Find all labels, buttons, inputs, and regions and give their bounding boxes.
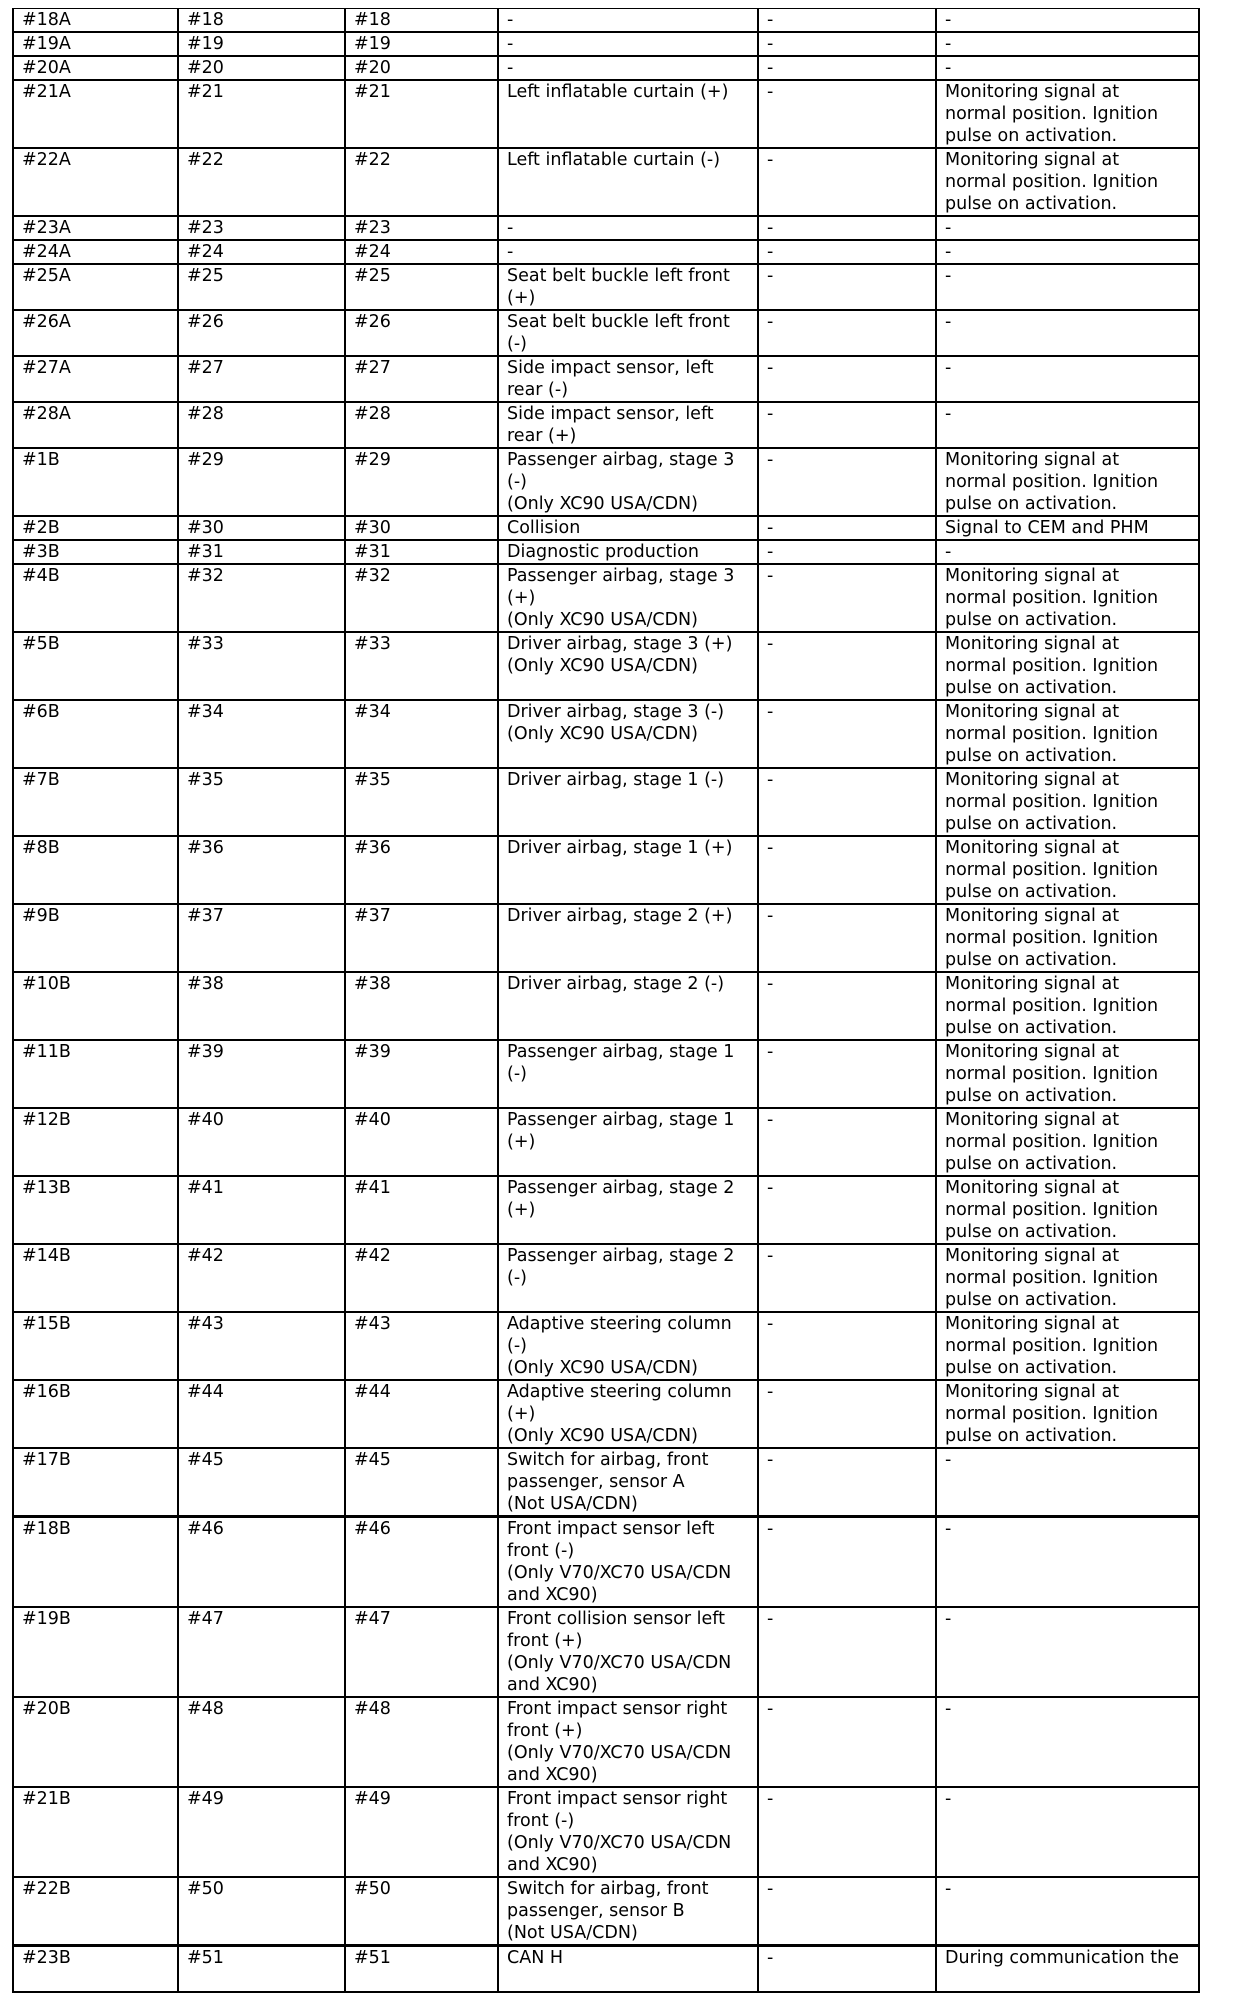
- pin-cell-c: #48: [345, 1697, 498, 1787]
- pin-cell-a: #4B: [13, 564, 178, 632]
- remark-cell: Signal to CEM and PHM: [936, 516, 1199, 540]
- pin-cell-c: #30: [345, 516, 498, 540]
- pin-cell-a: #18A: [13, 9, 178, 33]
- value-cell: -: [758, 310, 936, 356]
- function-cell: Passenger airbag, stage 3 (-) (Only XC90 USA/CDN): [498, 448, 758, 516]
- pin-cell-a: #23B: [13, 1946, 178, 1993]
- pin-cell-a: #10B: [13, 972, 178, 1040]
- pin-cell-c: #35: [345, 768, 498, 836]
- pin-cell-a: #23A: [13, 216, 178, 240]
- value-cell: -: [758, 1176, 936, 1244]
- pin-cell-b: #40: [178, 1108, 345, 1176]
- pin-cell-b: #46: [178, 1517, 345, 1608]
- pin-cell-c: #21: [345, 80, 498, 148]
- pin-cell-b: #43: [178, 1312, 345, 1380]
- function-cell: Diagnostic production: [498, 540, 758, 564]
- table-row: [13, 402, 1199, 448]
- function-cell: Collision: [498, 516, 758, 540]
- function-cell: Passenger airbag, stage 2 (-): [498, 1244, 758, 1312]
- pin-cell-a: #11B: [13, 1040, 178, 1108]
- pin-cell-a: #13B: [13, 1176, 178, 1244]
- pin-cell-a: #12B: [13, 1108, 178, 1176]
- pin-cell-a: #14B: [13, 1244, 178, 1312]
- value-cell: -: [758, 356, 936, 402]
- remark-cell: -: [936, 240, 1199, 264]
- pin-cell-a: #27A: [13, 356, 178, 402]
- remark-cell: -: [936, 32, 1199, 56]
- table-row: [13, 564, 1199, 632]
- value-cell: -: [758, 768, 936, 836]
- pin-cell-a: #28A: [13, 402, 178, 448]
- table-row: [13, 1787, 1199, 1877]
- value-cell: -: [758, 540, 936, 564]
- pin-cell-b: #38: [178, 972, 345, 1040]
- pin-cell-c: #40: [345, 1108, 498, 1176]
- pin-cell-b: #49: [178, 1787, 345, 1877]
- pin-cell-b: #35: [178, 768, 345, 836]
- function-cell: Passenger airbag, stage 3 (+) (Only XC90 USA/CDN): [498, 564, 758, 632]
- remark-cell: Monitoring signal at normal position. Ignition pulse on activation.: [936, 972, 1199, 1040]
- pin-cell-a: #22A: [13, 148, 178, 216]
- pin-cell-b: #50: [178, 1877, 345, 1946]
- value-cell: -: [758, 448, 936, 516]
- pin-cell-c: #33: [345, 632, 498, 700]
- remark-cell: -: [936, 356, 1199, 402]
- pin-cell-a: #18B: [13, 1517, 178, 1608]
- pin-cell-c: #38: [345, 972, 498, 1040]
- table-row: [13, 356, 1199, 402]
- pin-cell-c: #27: [345, 356, 498, 402]
- pin-cell-c: #25: [345, 264, 498, 310]
- pin-cell-b: #34: [178, 700, 345, 768]
- pin-cell-b: #51: [178, 1946, 345, 1993]
- function-cell: Passenger airbag, stage 1 (-): [498, 1040, 758, 1108]
- function-cell: -: [498, 56, 758, 80]
- remark-cell: -: [936, 402, 1199, 448]
- pin-cell-a: #19B: [13, 1607, 178, 1697]
- pin-cell-a: #21B: [13, 1787, 178, 1877]
- function-cell: Front collision sensor left front (+) (Only V70/XC70 USA/CDN and XC90): [498, 1607, 758, 1697]
- value-cell: -: [758, 516, 936, 540]
- table-row: [13, 148, 1199, 216]
- function-cell: Passenger airbag, stage 1 (+): [498, 1108, 758, 1176]
- pin-cell-a: #7B: [13, 768, 178, 836]
- pin-cell-b: #20: [178, 56, 345, 80]
- pin-cell-c: #24: [345, 240, 498, 264]
- value-cell: -: [758, 1697, 936, 1787]
- table-row: [13, 1448, 1199, 1517]
- table-row: [13, 1040, 1199, 1108]
- pin-cell-a: #9B: [13, 904, 178, 972]
- table-row: [13, 1108, 1199, 1176]
- pin-cell-c: #44: [345, 1380, 498, 1448]
- value-cell: -: [758, 32, 936, 56]
- pin-cell-b: #22: [178, 148, 345, 216]
- pin-cell-a: #19A: [13, 32, 178, 56]
- pin-cell-b: #32: [178, 564, 345, 632]
- function-cell: Seat belt buckle left front (+): [498, 264, 758, 310]
- pin-cell-c: #28: [345, 402, 498, 448]
- pin-cell-c: #22: [345, 148, 498, 216]
- remark-cell: Monitoring signal at normal position. Ignition pulse on activation.: [936, 700, 1199, 768]
- pin-cell-b: #37: [178, 904, 345, 972]
- function-cell: Side impact sensor, left rear (+): [498, 402, 758, 448]
- pin-cell-b: #27: [178, 356, 345, 402]
- value-cell: -: [758, 1946, 936, 1993]
- table-row: [13, 904, 1199, 972]
- pin-cell-a: #16B: [13, 1380, 178, 1448]
- table-row: [13, 632, 1199, 700]
- remark-cell: Monitoring signal at normal position. Ignition pulse on activation.: [936, 148, 1199, 216]
- table-row: [13, 240, 1199, 264]
- table-row: [13, 1607, 1199, 1697]
- pin-table: [12, 8, 1200, 1993]
- remark-cell: Monitoring signal at normal position. Ignition pulse on activation.: [936, 1244, 1199, 1312]
- pin-cell-a: #2B: [13, 516, 178, 540]
- function-cell: Seat belt buckle left front (-): [498, 310, 758, 356]
- pin-cell-b: #23: [178, 216, 345, 240]
- function-cell: -: [498, 9, 758, 33]
- pin-table-body: [13, 9, 1199, 1993]
- pin-cell-b: #31: [178, 540, 345, 564]
- value-cell: -: [758, 1380, 936, 1448]
- function-cell: Driver airbag, stage 2 (+): [498, 904, 758, 972]
- remark-cell: Monitoring signal at normal position. Ignition pulse on activation.: [936, 836, 1199, 904]
- function-cell: Driver airbag, stage 3 (-) (Only XC90 USA/CDN): [498, 700, 758, 768]
- pin-cell-a: #22B: [13, 1877, 178, 1946]
- pin-cell-b: #26: [178, 310, 345, 356]
- pin-cell-c: #37: [345, 904, 498, 972]
- table-row: [13, 32, 1199, 56]
- pin-cell-a: #6B: [13, 700, 178, 768]
- remark-cell: -: [936, 1607, 1199, 1697]
- pin-cell-b: #36: [178, 836, 345, 904]
- function-cell: CAN H: [498, 1946, 758, 1993]
- table-row: [13, 836, 1199, 904]
- table-row: [13, 310, 1199, 356]
- pin-cell-c: #34: [345, 700, 498, 768]
- pin-cell-b: #44: [178, 1380, 345, 1448]
- function-cell: Side impact sensor, left rear (-): [498, 356, 758, 402]
- function-cell: Passenger airbag, stage 2 (+): [498, 1176, 758, 1244]
- pin-cell-c: #50: [345, 1877, 498, 1946]
- value-cell: -: [758, 1517, 936, 1608]
- table-row: [13, 264, 1199, 310]
- table-row: [13, 700, 1199, 768]
- function-cell: -: [498, 32, 758, 56]
- value-cell: -: [758, 9, 936, 33]
- pin-cell-b: #19: [178, 32, 345, 56]
- remark-cell: Monitoring signal at normal position. Ignition pulse on activation.: [936, 1108, 1199, 1176]
- value-cell: -: [758, 700, 936, 768]
- remark-cell: Monitoring signal at normal position. Ignition pulse on activation.: [936, 768, 1199, 836]
- pin-cell-b: #42: [178, 1244, 345, 1312]
- table-row: [13, 9, 1199, 33]
- table-row: [13, 56, 1199, 80]
- value-cell: -: [758, 1787, 936, 1877]
- pin-cell-b: #24: [178, 240, 345, 264]
- remark-cell: -: [936, 310, 1199, 356]
- pin-cell-b: #45: [178, 1448, 345, 1517]
- function-cell: Adaptive steering column (+) (Only XC90 USA/CDN): [498, 1380, 758, 1448]
- remark-cell: -: [936, 264, 1199, 310]
- remark-cell: Monitoring signal at normal position. Ignition pulse on activation.: [936, 1040, 1199, 1108]
- function-cell: Driver airbag, stage 2 (-): [498, 972, 758, 1040]
- value-cell: -: [758, 56, 936, 80]
- pin-cell-b: #33: [178, 632, 345, 700]
- value-cell: -: [758, 1040, 936, 1108]
- pin-cell-c: #43: [345, 1312, 498, 1380]
- remark-cell: -: [936, 1697, 1199, 1787]
- pin-cell-a: #20B: [13, 1697, 178, 1787]
- value-cell: -: [758, 1312, 936, 1380]
- remark-cell: -: [936, 9, 1199, 33]
- table-row: [13, 768, 1199, 836]
- table-row: [13, 972, 1199, 1040]
- pin-cell-a: #20A: [13, 56, 178, 80]
- document-page: [12, 8, 1198, 1993]
- value-cell: -: [758, 402, 936, 448]
- pin-cell-a: #17B: [13, 1448, 178, 1517]
- function-cell: Switch for airbag, front passenger, sensor B (Not USA/CDN): [498, 1877, 758, 1946]
- remark-cell: -: [936, 56, 1199, 80]
- remark-cell: -: [936, 1787, 1199, 1877]
- pin-cell-a: #5B: [13, 632, 178, 700]
- pin-cell-a: #8B: [13, 836, 178, 904]
- pin-cell-a: #3B: [13, 540, 178, 564]
- remark-cell: -: [936, 1877, 1199, 1946]
- pin-cell-c: #32: [345, 564, 498, 632]
- value-cell: -: [758, 1108, 936, 1176]
- function-cell: -: [498, 240, 758, 264]
- pin-cell-b: #29: [178, 448, 345, 516]
- pin-cell-a: #26A: [13, 310, 178, 356]
- pin-cell-a: #25A: [13, 264, 178, 310]
- value-cell: -: [758, 836, 936, 904]
- pin-cell-c: #47: [345, 1607, 498, 1697]
- pin-cell-c: #23: [345, 216, 498, 240]
- pin-cell-c: #26: [345, 310, 498, 356]
- pin-cell-c: #19: [345, 32, 498, 56]
- remark-cell: Monitoring signal at normal position. Ignition pulse on activation.: [936, 564, 1199, 632]
- pin-cell-c: #36: [345, 836, 498, 904]
- remark-cell: During communication the: [936, 1946, 1199, 1993]
- pin-cell-c: #39: [345, 1040, 498, 1108]
- function-cell: Driver airbag, stage 1 (-): [498, 768, 758, 836]
- function-cell: Front impact sensor right front (-) (Only V70/XC70 USA/CDN and XC90): [498, 1787, 758, 1877]
- function-cell: Switch for airbag, front passenger, sensor A (Not USA/CDN): [498, 1448, 758, 1517]
- pin-cell-c: #49: [345, 1787, 498, 1877]
- table-row: [13, 80, 1199, 148]
- pin-cell-b: #39: [178, 1040, 345, 1108]
- remark-cell: -: [936, 1517, 1199, 1608]
- pin-cell-c: #41: [345, 1176, 498, 1244]
- table-row: [13, 1244, 1199, 1312]
- pin-cell-c: #42: [345, 1244, 498, 1312]
- table-row: [13, 1312, 1199, 1380]
- function-cell: Driver airbag, stage 3 (+) (Only XC90 USA/CDN): [498, 632, 758, 700]
- value-cell: -: [758, 1448, 936, 1517]
- pin-cell-a: #1B: [13, 448, 178, 516]
- value-cell: -: [758, 1244, 936, 1312]
- function-cell: Front impact sensor left front (-) (Only V70/XC70 USA/CDN and XC90): [498, 1517, 758, 1608]
- pin-cell-c: #18: [345, 9, 498, 33]
- remark-cell: -: [936, 540, 1199, 564]
- remark-cell: Monitoring signal at normal position. Ignition pulse on activation.: [936, 1312, 1199, 1380]
- pin-cell-a: #15B: [13, 1312, 178, 1380]
- value-cell: -: [758, 632, 936, 700]
- pin-cell-b: #48: [178, 1697, 345, 1787]
- function-cell: Driver airbag, stage 1 (+): [498, 836, 758, 904]
- table-row: [13, 1176, 1199, 1244]
- value-cell: -: [758, 216, 936, 240]
- table-row: [13, 1380, 1199, 1448]
- value-cell: -: [758, 264, 936, 310]
- pin-cell-a: #24A: [13, 240, 178, 264]
- remark-cell: Monitoring signal at normal position. Ignition pulse on activation.: [936, 632, 1199, 700]
- function-cell: Left inflatable curtain (-): [498, 148, 758, 216]
- table-row: [13, 1697, 1199, 1787]
- value-cell: -: [758, 1877, 936, 1946]
- pin-cell-b: #30: [178, 516, 345, 540]
- value-cell: -: [758, 240, 936, 264]
- value-cell: -: [758, 904, 936, 972]
- table-row: [13, 216, 1199, 240]
- pin-cell-b: #28: [178, 402, 345, 448]
- pin-cell-b: #25: [178, 264, 345, 310]
- table-row: [13, 1517, 1199, 1608]
- pin-cell-c: #20: [345, 56, 498, 80]
- value-cell: -: [758, 1607, 936, 1697]
- remark-cell: Monitoring signal at normal position. Ignition pulse on activation.: [936, 904, 1199, 972]
- remark-cell: -: [936, 216, 1199, 240]
- function-cell: -: [498, 216, 758, 240]
- table-row: [13, 540, 1199, 564]
- remark-cell: Monitoring signal at normal position. Ignition pulse on activation.: [936, 1380, 1199, 1448]
- table-row: [13, 1946, 1199, 1993]
- pin-cell-b: #18: [178, 9, 345, 33]
- pin-cell-a: #21A: [13, 80, 178, 148]
- remark-cell: Monitoring signal at normal position. Ignition pulse on activation.: [936, 80, 1199, 148]
- remark-cell: Monitoring signal at normal position. Ignition pulse on activation.: [936, 448, 1199, 516]
- pin-cell-b: #41: [178, 1176, 345, 1244]
- pin-cell-c: #31: [345, 540, 498, 564]
- value-cell: -: [758, 80, 936, 148]
- table-row: [13, 1877, 1199, 1946]
- function-cell: Adaptive steering column (-) (Only XC90 USA/CDN): [498, 1312, 758, 1380]
- pin-cell-c: #51: [345, 1946, 498, 1993]
- pin-cell-c: #46: [345, 1517, 498, 1608]
- table-row: [13, 516, 1199, 540]
- remark-cell: -: [936, 1448, 1199, 1517]
- function-cell: Left inflatable curtain (+): [498, 80, 758, 148]
- value-cell: -: [758, 564, 936, 632]
- table-row: [13, 448, 1199, 516]
- pin-cell-c: #45: [345, 1448, 498, 1517]
- pin-cell-b: #21: [178, 80, 345, 148]
- pin-cell-b: #47: [178, 1607, 345, 1697]
- pin-cell-c: #29: [345, 448, 498, 516]
- value-cell: -: [758, 972, 936, 1040]
- value-cell: -: [758, 148, 936, 216]
- function-cell: Front impact sensor right front (+) (Only V70/XC70 USA/CDN and XC90): [498, 1697, 758, 1787]
- remark-cell: Monitoring signal at normal position. Ignition pulse on activation.: [936, 1176, 1199, 1244]
